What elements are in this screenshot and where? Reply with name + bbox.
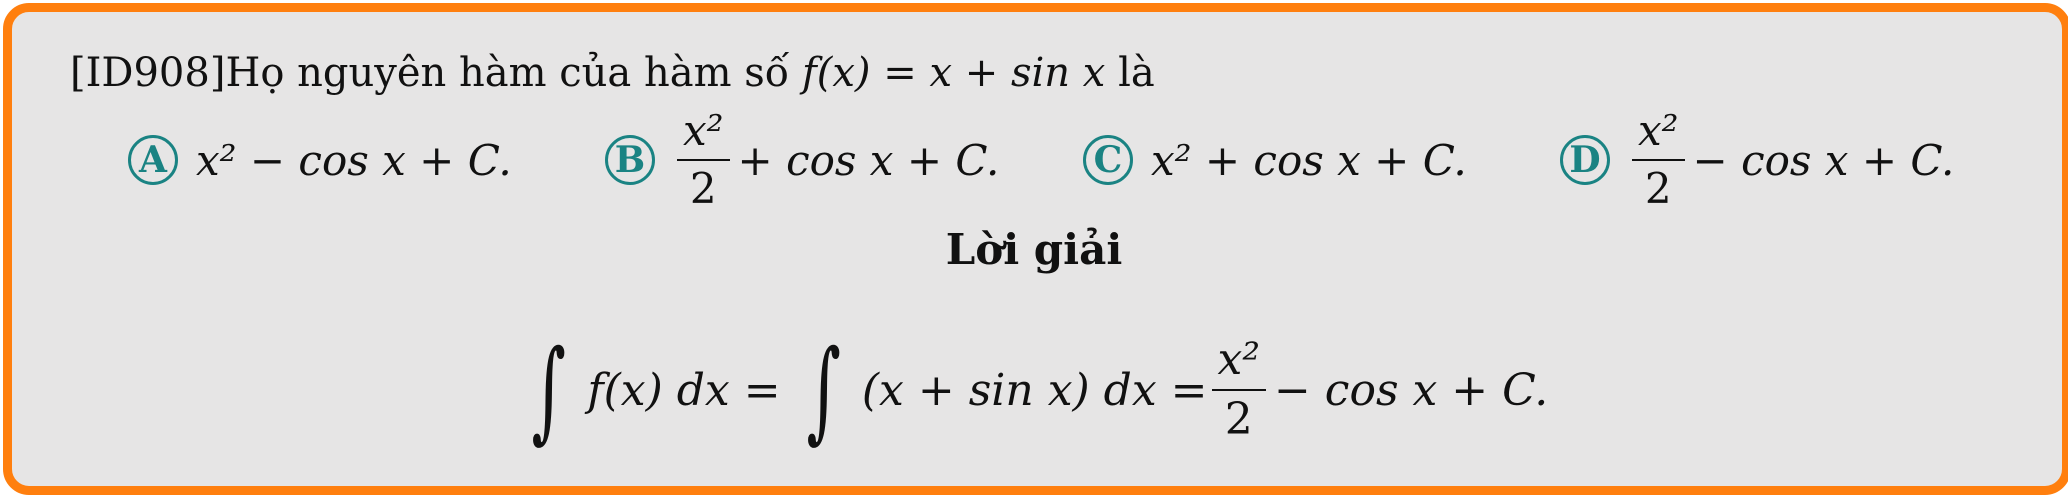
- option-b-rest: + cos x + C.: [737, 135, 1000, 185]
- solution-title: Lời giải: [945, 225, 1123, 274]
- option-b[interactable]: [605, 100, 999, 220]
- question-id: [ID908]: [70, 50, 226, 96]
- question-stem: Họ nguyên hàm của hàm số: [225, 50, 790, 96]
- integral-symbol-1: ∫: [531, 326, 566, 454]
- option-c-expression: x² + cos x + C.: [1151, 135, 1467, 185]
- option-c[interactable]: [1083, 100, 1467, 220]
- option-a-label[interactable]: A: [128, 135, 178, 185]
- option-d-label[interactable]: D: [1560, 135, 1610, 185]
- option-d-fraction: [1632, 105, 1685, 213]
- question-suffix: là: [1118, 50, 1155, 96]
- solution-denominator: 2: [1224, 394, 1253, 445]
- integral-symbol-2: ∫: [806, 326, 841, 454]
- option-b-numerator: x²: [677, 109, 730, 161]
- option-d-rest: − cos x + C.: [1692, 135, 1955, 185]
- solution-fraction: [1212, 333, 1266, 445]
- option-b-fraction: [677, 105, 730, 213]
- solution-numerator: x²: [1212, 337, 1266, 391]
- question-function: f(x) = x + sin x: [801, 50, 1106, 96]
- solution-part2: (x + sin x) dx =: [861, 364, 1208, 416]
- option-a-expression: x² − cos x + C.: [196, 135, 512, 185]
- option-d[interactable]: [1560, 100, 1954, 220]
- solution-equation: [520, 320, 1548, 460]
- option-b-denominator: 2: [689, 164, 717, 213]
- question-text: [70, 50, 1155, 96]
- option-a[interactable]: [128, 100, 512, 220]
- option-d-denominator: 2: [1644, 164, 1672, 213]
- solution-part1: f(x) dx =: [587, 364, 781, 416]
- option-c-label[interactable]: C: [1083, 135, 1133, 185]
- solution-rest: − cos x + C.: [1273, 364, 1549, 416]
- option-b-label[interactable]: B: [605, 135, 655, 185]
- option-d-numerator: x²: [1632, 109, 1685, 161]
